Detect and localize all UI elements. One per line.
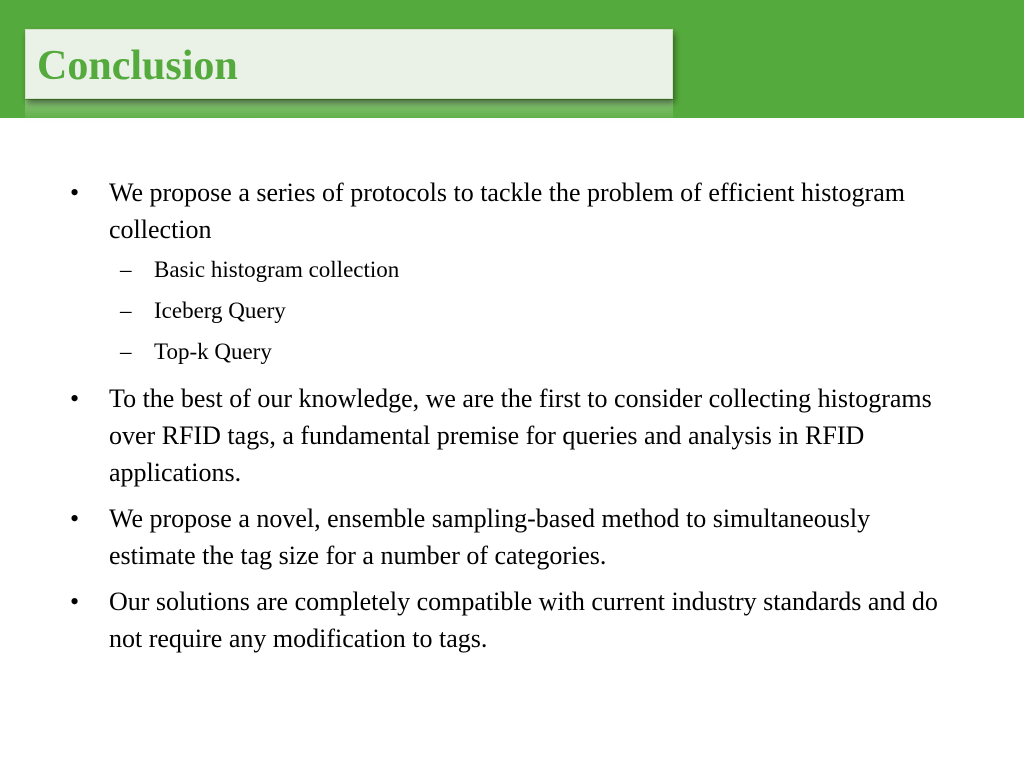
sub-item-3 (70, 335, 950, 368)
bullet-text: Our solutions are completely compatible with current industry standards and do not require any modification to tags. (109, 587, 938, 653)
bullet-text: We propose a series of protocols to tackle the problem of efficient histogram collection (109, 178, 905, 244)
sub-item-1 (70, 253, 950, 286)
bullet-item-4 (70, 583, 950, 657)
sub-item-2 (70, 294, 950, 327)
dash-icon: – (120, 257, 132, 282)
content-body (70, 174, 950, 666)
bullet-item-3 (70, 500, 950, 574)
bullet-icon: • (70, 178, 80, 207)
bullet-text: We propose a novel, ensemble sampling-based method to simultaneously estimate the tag size for a number of categories. (109, 504, 871, 570)
sub-item-text: Basic histogram collection (154, 257, 400, 282)
sub-list (70, 253, 950, 368)
sub-item-text: Top-k Query (154, 339, 272, 364)
bullet-item-2 (70, 380, 950, 491)
bullet-icon: • (70, 384, 80, 413)
bullet-icon: • (70, 504, 80, 533)
dash-icon: – (120, 298, 132, 323)
dash-icon: – (120, 339, 132, 364)
title-reflection (25, 100, 673, 124)
bullet-text: To the best of our knowledge, we are the first to consider collecting histograms over RFID tags, a fundamental premise for queries and analysis in RFID applications. (109, 384, 932, 487)
bullet-icon: • (70, 587, 80, 616)
bullet-item-1 (70, 174, 950, 248)
title-box (25, 29, 673, 99)
sub-item-text: Iceberg Query (154, 298, 286, 323)
slide-title: Conclusion (37, 43, 238, 89)
